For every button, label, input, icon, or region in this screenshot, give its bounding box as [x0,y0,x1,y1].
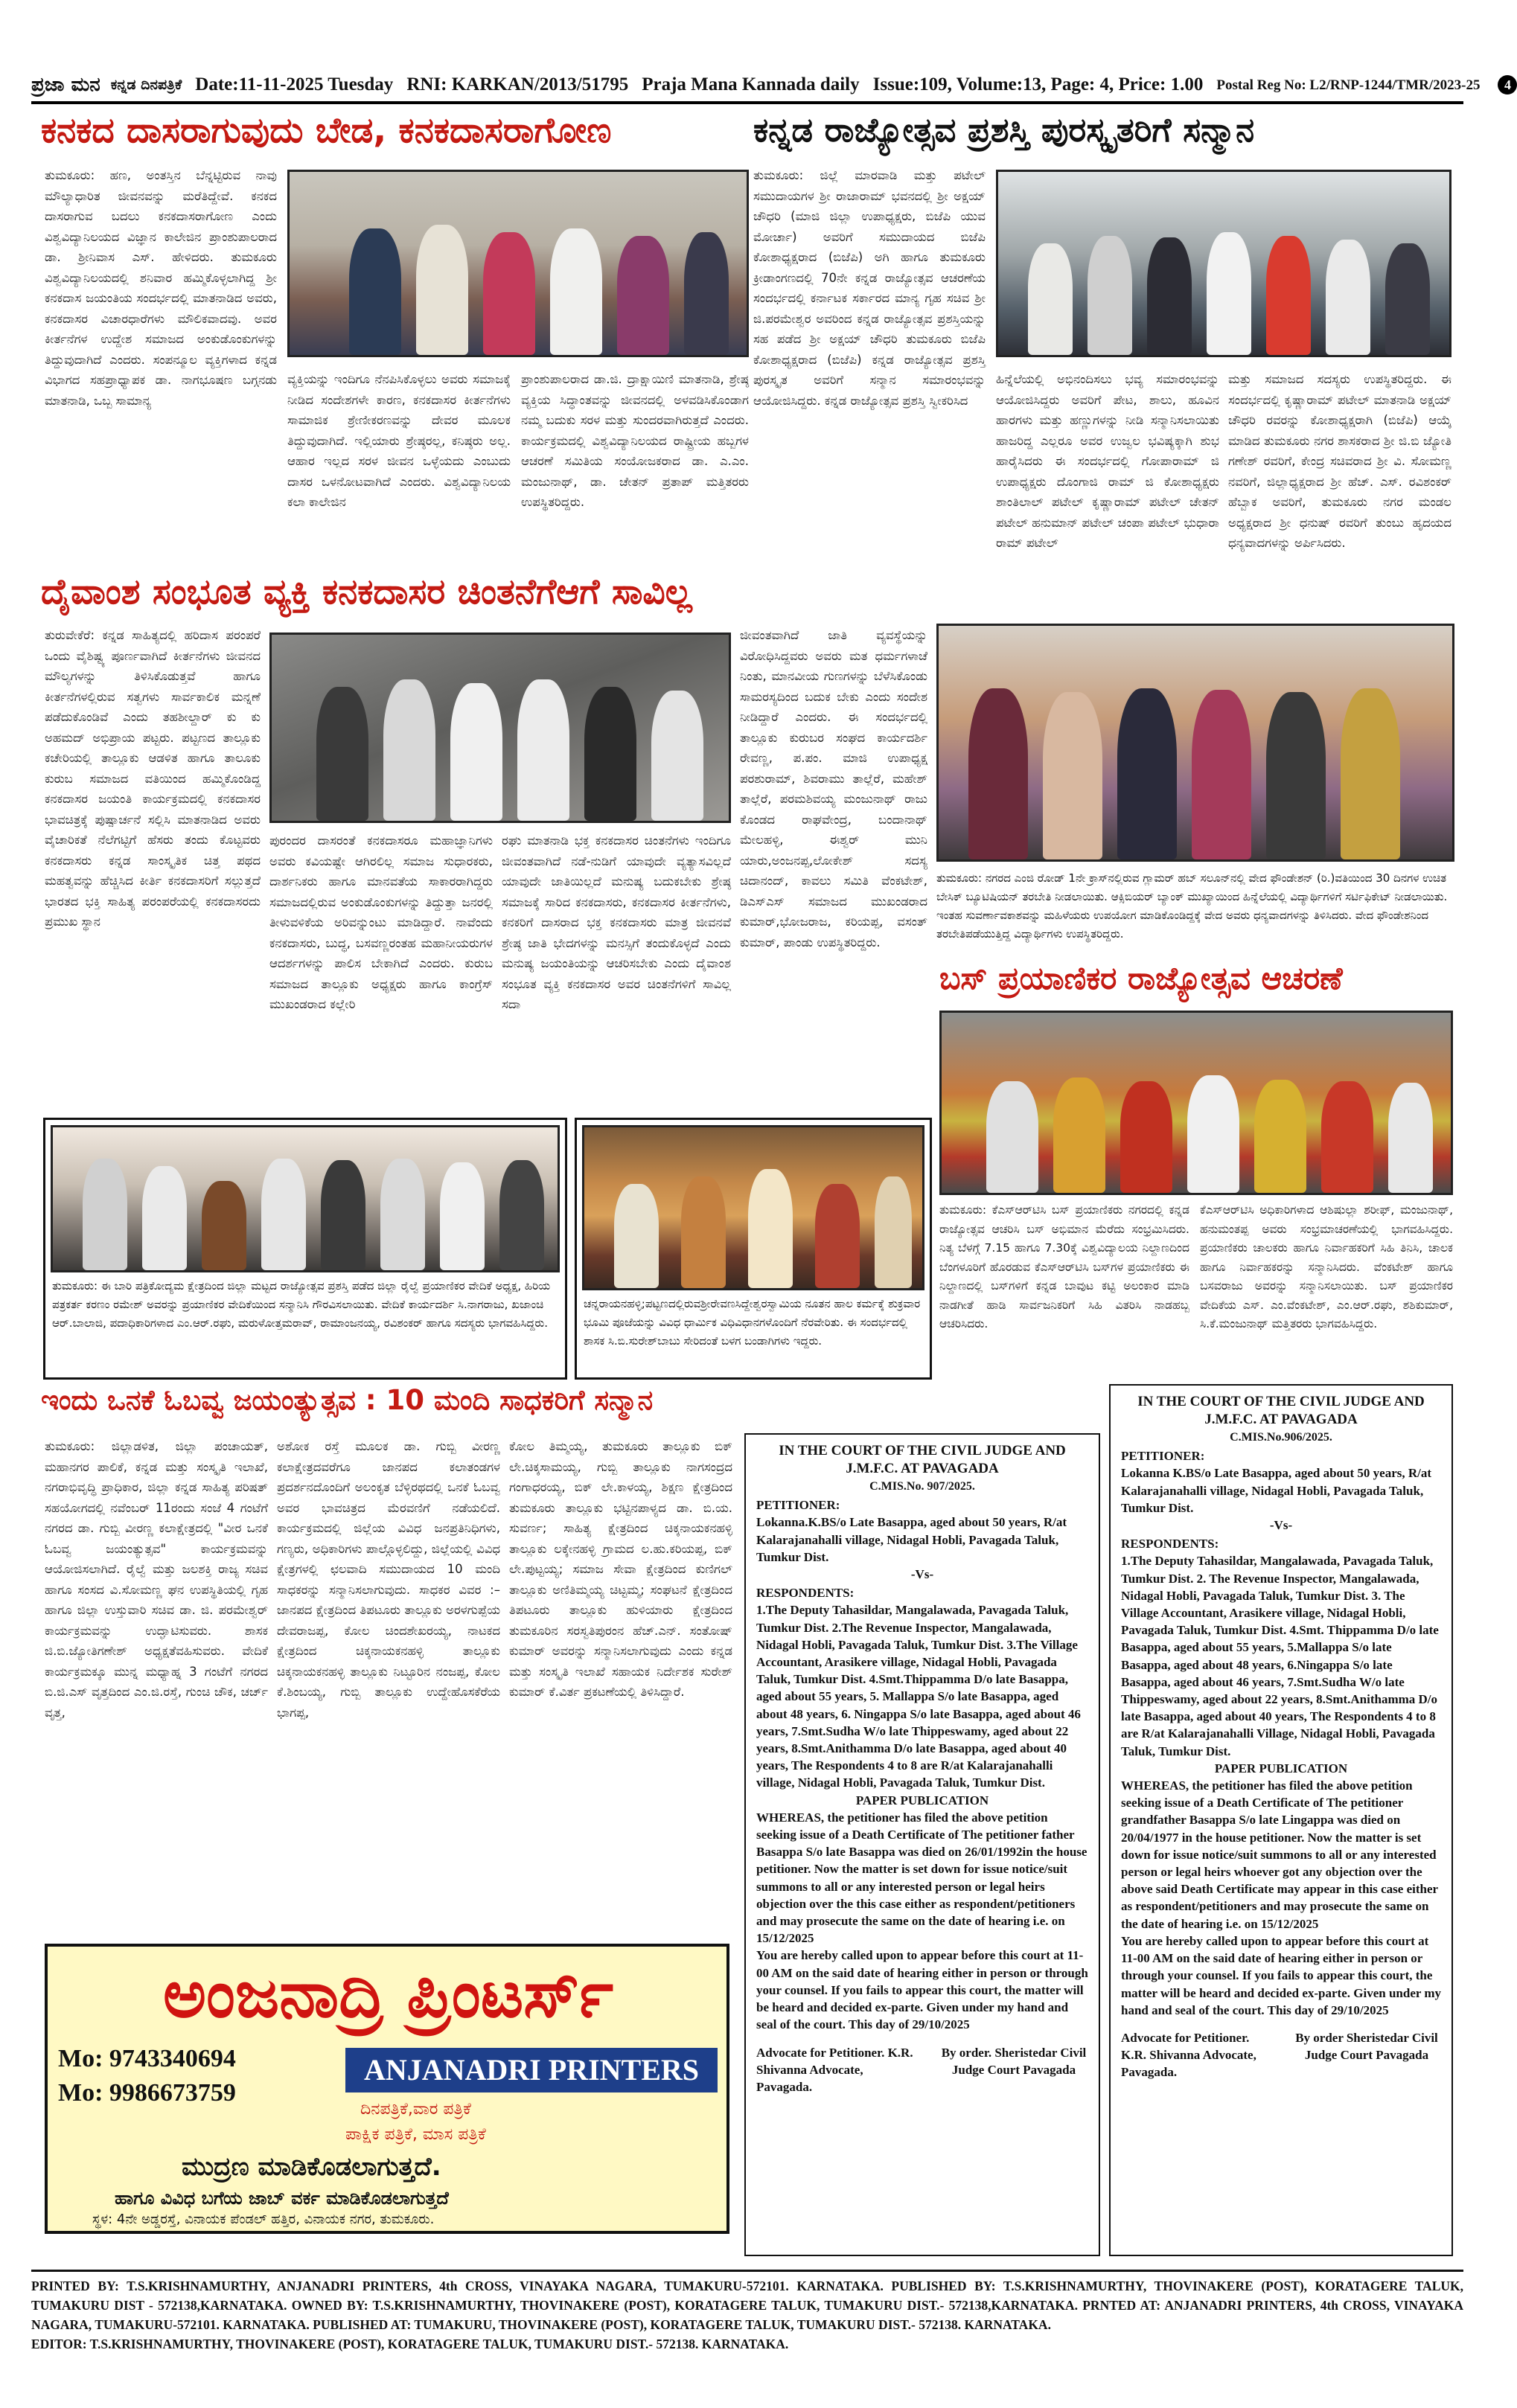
photo-person [316,687,368,821]
advert-mobile-1: Mo: 9743340694 [58,2045,236,2072]
headline-daivamsha: ದೈವಾಂಶ ಸಂಭೂತ ವ್ಯಕ್ತಿ ಕನಕದಾಸರ ಚಿಂತನೆಗೆಆಗೆ ಸಾವಿಲ್ಲ [41,571,692,612]
advert-address: ಸ್ಥಳ: 4ನೇ ಅಡ್ಡರಸ್ತೆ, ವಿನಾಯಕ ಪೆಂಡಲ್ ಹತ್ತಿರ, ವಿನಾಯಕ ನಗರ, ತುಮಕೂರು. [92,2212,435,2227]
article-bus-col1: ತುಮಕೂರು: ಕೆಎಸ್‌ಆರ್‌ಟಿಸಿ ಬಸ್ ಪ್ರಯಾಣಿಕರು ನಗರದಲ್ಲಿ ಕನ್ನಡ ರಾಜ್ಯೋತ್ಸವ ಆಚರಿಸಿ ಬಸ್ ಅಭಿಮಾನ ಮೆರೆದು ಸಂಭ್ರಮಿಸಿದರು. ನಿತ್ಯ ಬೆಳಗ್ಗೆ 7.15 ಹಾಗೂ 7.30ಕ್ಕೆ ವಿಶ್ವವಿದ್ಯಾಲಯ ನಿಲ್ದಾಣದಿಂದ ಬೆಂಗಳೂರಿಗೆ ಹೊರಡುವ ಕೆಎಸ್‌ಆರ್‌ಟಿಸಿ ಬಸ್‌ಗಳ ಪ್ರಯಾಣಿಕರು ಈ ನಿಲ್ದಾಣದಲ್ಲಿ ಬಸ್‌ಗಳಿಗೆ ಕನ್ನಡ ಬಾವುಟ ಕಟ್ಟಿ ಅಲಂಕಾರ ಮಾಡಿ ನಾಡಗೀತೆ ಹಾಡಿ ಸಾರ್ವಜನಿಕರಿಗೆ ಸಿಹಿ ವಿತರಿಸಿ ನಾಡಹಬ್ಬ ಆಚರಿಸಿದರು. [939,1203,1189,1331]
notice-respondents: 1.The Deputy Tahasildar, Mangalawada, Pavagada Taluk, Tumkur Dist. 2.The Revenue Inspector, Mangalawada, Nidagal Hobli, Pavagada Taluk, Tumkur Dist. 3.The Village Accountant, Arasikere village, Nidagal Hobli, Pavagada Taluk, Tumkur Dist. 4.Smt.Thippamma D/o late Basappa, aged about 55 years, 5. Mallappa S/o late Basappa, aged about 48 years, 6. Ningappa S/o late Basappa, aged about 46 years, 7.Smt.Sudha W/o late Thippeswamy, aged about 22 years, 8.Smt.Anithamma D/o late Basappa, aged about 40 years, The Respondents 4 to 8 are R/at Kalarajanahalli village, Nidagal Hobli, Pavagada Taluk, Tumkur Dist. [756,1603,1081,1790]
legal-notice-906 [1109,1384,1453,2256]
photo-person [321,1160,365,1270]
photo-person [815,1184,860,1288]
headline-rajyotsava-award: ಕನ್ನಡ ರಾಜ್ಯೋತ್ಸವ ಪ್ರಶಸ್ತಿ ಪುರಸ್ಕೃತರಿಗೆ ಸನ್ಮಾನ [753,110,1255,150]
photo-person [1187,1075,1239,1193]
notice-advocate: Advocate for Petitioner. K.R. Shivanna Advocate, Pavagada. [1121,2030,1256,2080]
caption-senior-journalist: ತುಮಕೂರು: ಈ ಬಾರಿ ಪತ್ರಿಕೋದ್ಯಮ ಕ್ಷೇತ್ರದಿಂದ ಜಿಲ್ಲಾ ಮಟ್ಟದ ರಾಜ್ಯೋತ್ಸವ ಪ್ರಶಸ್ತಿ ಪಡೆದ ಜಿಲ್ಲಾ ರೈಲ್ವೆ ಪ್ರಯಾಣಿಕರ ವೇದಿಕೆ ಅಧ್ಯಕ್ಷ, ಹಿರಿಯ ಪತ್ರಕರ್ತ ಕರಣಂ ರಮೇಶ್ ಅವರನ್ನು ಪ್ರಯಾಣಿಕರ ವೇದಿಕೆಯಿಂದ ಸನ್ಮಾನಿಸಿ ಗೌರವಿಸಲಾಯಿತು. ವೇದಿಕೆ ಕಾರ್ಯದರ್ಶಿ ಸಿ.ನಾಗರಾಜು, ಖಜಾಂಚಿ ಆರ್.ಬಾಲಾಜಿ, ಪದಾಧಿಕಾರಿಗಳಾದ ಎಂ.ಆರ್.ರಘು, ಮರುಳೋತ್ತಮರಾವ್, ರಾಮಾಂಜನಯ್ಯ, ರವಿಶಂಕರ್ ಹಾಗೂ ಸದಸ್ಯರು ಭಾಗವಹಿಸಿದ್ದರು. [52,1279,551,1330]
footer-imprint [31,2270,1463,2354]
advert-line-1: ದಿನಪತ್ರಿಕೆ,ವಾರ ಪತ್ರಿಕೆ [360,2100,471,2119]
photo-person [1117,688,1177,859]
headline-onake-obavva: ಇಂದು ಒನಕೆ ಓಬವ್ವ ಜಯಂತ್ಯುತ್ಸವ : 10 ಮಂದಿ ಸಾಧಕರಿಗೆ ಸನ್ಮಾನ [41,1384,654,1416]
notice-vs: -Vs- [910,1567,934,1582]
footer-imprint-text: PRINTED BY: T.S.KRISHNAMURTHY, ANJANADRI PRINTERS, 4th CROSS, VINAYAKA NAGARA, TUMAKURU-572101. KARNATAKA. PUBLISHED BY: T.S.KRISHNAMURTHY, THOVINAKERE (POST), KORATAGERE TALUK, TUMAKURU DIST - 572138,KARNATAKA. OWNED BY: T.S.KRISHNAMURTHY, THOVINAKERE (POST), KORATAGERE TALUK, TUMAKURU DIST.- 572138,KARNATAKA. PRNTED AT: ANJANADRI PRINTERS, 4th CROSS, VINAYAKA NAGARA, TUMAKURU-572101. KARNATAKA. PUBLISHED AT: TUMAKURU, THOVINAKERE (POST), KORATAGERE TALUK, TUMAKURU DIST.- 572138. KARNATAKA. [31,2279,1463,2332]
notice-advocate: Advocate for Petitioner. K.R. Shivanna Advocate, Pavagada. [756,2045,913,2094]
notice-petitioner-label: PETITIONER: [1121,1449,1205,1464]
photo-person [1053,1077,1105,1193]
notice-title: IN THE COURT OF THE CIVIL JUDGE AND J.M.F.C. AT PAVAGADA [779,1443,1066,1476]
notice-vs: -Vs- [1269,1518,1293,1533]
caption-bhoomi-puja: ಚನ್ನರಾಯನಹಳ್ಳಿ;ಪಟ್ಟಣದಲ್ಲಿರುವಶ್ರೀರೇವಣಸಿದ್ದೇಶ್ವರಸ್ವಾಮಿಯ ನೂತನ ಹಾಲ ಕರ್ಮಕ್ಕೆ ಶುಕ್ರವಾರ ಭೂಮಿ ಪೂಜೆಯನ್ನು ವಿವಿಧ ಧಾರ್ಮಿಕ ವಿಧಿವಿಧಾನಗಳೊಂದಿಗೆ ನೆರವೇರಿತು. ಈ ಸಂದರ್ಭದಲ್ಲಿ ಶಾಸಕ ಸಿ.ಬಿ.ಸುರೇಶ್‌ಬಾಬು ಸೇರಿದಂತೆ ಬಳಗ ಬಂಡಾಗಿಗಳು ಇದ್ದರು. [584,1297,921,1348]
legal-notice-907 [744,1433,1100,2256]
photo-person [383,679,435,821]
advert-name-en: ANJANADRI PRINTERS [345,2048,718,2092]
notice-respondents-label: RESPONDENTS: [756,1586,855,1601]
photo-person [584,687,636,821]
photo-senior-journalist [51,1125,560,1272]
photo-person [617,236,669,355]
photo-person [684,232,729,355]
notice-case-no: C.MIS.No.906/2025. [1230,1431,1332,1444]
photo-person [1388,1083,1433,1193]
notice-signatures [1121,2029,1441,2081]
photo-award-felicitation [996,170,1451,357]
masthead-date: Date:11-11-2025 Tuesday [195,74,394,95]
photo-person [1192,690,1251,859]
photo-person [440,1162,485,1270]
notice-petitioner: Lokanna.K.BS/o Late Basappa, aged about 50 years, R/at Kalarajanahalli village, Nidagal Hobli, Pavagada Taluk, Tumkur Dist. [756,1515,1067,1564]
photo-person [1043,692,1102,859]
photo-person [202,1181,246,1270]
article-bus-col2: ಕೆಎಸ್‌ಆರ್‌ಟಿಸಿ ಅಧಿಕಾರಿಗಳಾದ ಆಶಿಷುಲ್ಲಾ ಶರೀಫ್, ಮಂಜುನಾಥ್, ಹನುಮಂತಪ್ಪ ಅವರು ಸಂಭ್ರಮಾಚರಣೆಯಲ್ಲಿ ಭಾಗವಹಿಸಿದ್ದರು. ಪ್ರಯಾಣಿಕರು ಚಾಲಕರು ಹಾಗೂ ನಿರ್ವಾಹಕರಿಗೆ ಸಿಹಿ ತಿನಿಸಿ, ಚಾಲಕ ಹಾಗೂ ನಿರ್ವಾಹಕರನ್ನು ಸನ್ಮಾನಿಸಿದರು. ವೆಂಕಟೇಶ್ ಹಾಗೂ ಬಸವರಾಜು ಅವರನ್ನು ಸನ್ಮಾನಿಸಲಾಯಿತು. ಬಸ್ ಪ್ರಯಾಣಿಕರ ವೇದಿಕೆಯ ಎಸ್. ಎಂ.ವೆಂಕಟೇಶ್, ಎಂ.ಆರ್.ರಘು, ಶಶಿಕುಮಾರ್, ಸಿ.ಕೆ.ಮಂಜುನಾಥ್ ಮತ್ತಿತರರು ಭಾಗವಹಿಸಿದ್ದರು. [1200,1203,1453,1331]
photo-person [1120,1081,1172,1193]
photo-person [1326,240,1370,355]
article-award-col1: ತುಮಕೂರು: ಜಿಲ್ಲೆ ಮಾರವಾಡಿ ಮತ್ತು ಪಟೇಲ್ ಸಮುದಾಯಗಳ ಶ್ರೀ ರಾಜಾರಾಮ್ ಭವನದಲ್ಲಿ ಶ್ರೀ ಅಕ್ಷಯ್ ಚೌಧರಿ (ಮಾಜಿ ಜಿಲ್ಲಾ ಉಪಾಧ್ಯಕ್ಷರು, ಬಿಜೆಪಿ ಯುವ ಮೋರ್ಚಾ) ಅವರಿಗೆ ಸಮುದಾಯದ ಬಿಜೆಪಿ ಕೋಶಾಧ್ಯಕ್ಷರಾದ (ಬಿಜೆಪಿ) ಅಗಿ ಹಾಗೂ ತುಮಕೂರು ಕ್ರೀಡಾಂಗಣದಲ್ಲಿ 70ನೇ ಕನ್ನಡ ರಾಜ್ಯೋತ್ಸವ ಆಚರಣೆಯ ಸಂದರ್ಭದಲ್ಲಿ ಕರ್ನಾಟಕ ಸರ್ಕಾರದ ಮಾನ್ಯ ಗೃಹ ಸಚಿವ ಶ್ರೀ ಜಿ.ಪರಮೇಶ್ವರ ಅವರಿಂದ ಕನ್ನಡ ರಾಜ್ಯೋತ್ಸವ ಪ್ರಶಸ್ತಿಯನ್ನು ಸಹ ಪಡೆದ ಶ್ರೀ ಅಕ್ಷಯ್ ಚೌಧರಿ ತುಮಕೂರು ಬಿಜೆಪಿ ಕೋಶಾಧ್ಯಕ್ಷರಾದ (ಬಿಜೆಪಿ) ಕನ್ನಡ ರಾಜ್ಯೋತ್ಸವ ಪ್ರಶಸ್ತಿ ಪುರಸ್ಕೃತ ಅವರಿಗೆ ಸನ್ಮಾನ ಸಮಾರಂಭವನ್ನು ಆಯೋಜಿಸಿದ್ದರು. ಕನ್ನಡ ರಾಜ್ಯೋತ್ಸವ ಪ್ರಶಸ್ತಿ ಸ್ವೀಕರಿಸಿದ [753,168,986,408]
photo-person [968,688,1028,859]
postal-reg: Postal Reg No: L2/RNP-1244/TMR/2023-25 [1216,77,1481,93]
photo-person [450,683,502,821]
notice-body: WHEREAS, the petitioner has filed the above petition seeking issue of a Death Certificate of The petitioner father Basappa S/o late Basappa was died on 26/01/1992in the house petitioner. Now the matter is set down for issue notice/suit summons to all or any interested person or legal heirs objection over the this case either as respondent/petitioners and may prosecute the same on the date of hearing i.e. on 15/12/2025 [756,1810,1088,1946]
photo-person [1147,237,1192,355]
photo-person [517,679,569,821]
photo-person [1266,692,1326,859]
photo-person [1028,243,1073,355]
article-kanaka-col3: ಪ್ರಾಂಶುಪಾಲರಾದ ಡಾ.ಜಿ. ದ್ರಾಕ್ಷಾಯಿಣಿ ಮಾತನಾಡಿ, ಶ್ರೇಷ್ಠ ವ್ಯಕ್ತಿಯ ಸಿದ್ಧಾಂತವನ್ನು ಜೀವನದಲ್ಲಿ ಅಳವಡಿಸಿಕೊಂಡಾಗ ನಮ್ಮ ಬದುಕು ಸರಳ ಮತ್ತು ಸುಂದರವಾಗಿರುತ್ತದೆ ಎಂದರು. ಕಾರ್ಯಕ್ರಮದಲ್ಲಿ ವಿಶ್ವವಿದ್ಯಾನಿಲಯದ ರಾಷ್ಟ್ರೀಯ ಹಬ್ಬಗಳ ಆಚರಣೆ ಸಮಿತಿಯ ಸಂಯೋಜಕರಾದ ಡಾ. ಎ.ಎಂ. ಮಂಜುನಾಥ್, ಡಾ. ಚೇತನ್ ಪ್ರತಾಪ್ ಮತ್ತಿತರರು ಉಪಸ್ಥಿತರಿದ್ದರು. [521,372,749,509]
headline-kanaka-dasa: ಕನಕದ ದಾಸರಾಗುವುದು ಬೇಡ, ಕನಕದಾಸರಾಗೋಣ [41,110,612,151]
page-number-badge: 4 [1498,75,1517,95]
article-daivamsha-col1: ತುರುವೇಕೆರೆ: ಕನ್ನಡ ಸಾಹಿತ್ಯದಲ್ಲಿ ಹರಿದಾಸ ಪರಂಪರೆ ಒಂದು ವೈಶಿಷ್ಟ್ಯ ಪೂರ್ಣವಾಗಿದೆ ಕೀರ್ತನೆಗಳು ಜೀವನದ ಮೌಲ್ಯಗಳನ್ನು ತಿಳಿಸಿಕೊಡುತ್ತವೆ ಹಾಗೂ ಕೀರ್ತನೆಗಳಲ್ಲಿರುವ ಸತ್ವಗಳು ಸಾರ್ವಕಾಲಿಕ ಮನ್ನಣೆ ಪಡೆದುಕೊಂಡಿವೆ ಎಂದು ತಹಶೀಲ್ದಾರ್ ಕು ಕು ಅಹಮದ್ ಅಭಿಪ್ರಾಯ ಪಟ್ಟರು. ಪಟ್ಟಣದ ತಾಲ್ಲೂಕು ಕಚೇರಿಯಲ್ಲಿ ತಾಲ್ಲೂಕು ಆಡಳಿತ ಹಾಗೂ ತಾಲೂಕು ಕುರುಬ ಸಮಾಜದ ವತಿಯಿಂದ ಹಮ್ಮಿಕೊಂಡಿದ್ದ ಕನಕದಾಸರ ಜಯಂತಿ ಕಾರ್ಯಕ್ರಮದಲ್ಲಿ ಕನಕದಾಸರ ಭಾವಚಿತ್ರಕ್ಕೆ ಪುಷ್ಪಾರ್ಚನೆ ಸಲ್ಲಿಸಿ ಮಾತನಾಡಿದ ಅವರು ವೈಚಾರಿಕತೆ ನೆಲೆಗಟ್ಟಿಗೆ ಹೆಸರು ತಂದು ಕೊಟ್ಟವರು ಕನಕದಾಸರು ಕನ್ನಡ ಸಾಂಸ್ಕೃತಿಕ ಚಿತ್ತ ಪಥದ ಮಹತ್ವವನ್ನು ಹೆಚ್ಚಿಸಿದ ಕೀರ್ತಿ ಕನಕದಾಸರಿಗೆ ಸಲ್ಲುತ್ತದೆ ಭಾರತದ ಭಕ್ತಿ ಸಾಹಿತ್ಯ ಪರಂಪರೆಯಲ್ಲಿ ಕನಕದಾಸರದು ಪ್ರಮುಖ ಸ್ಥಾನ [45,628,261,929]
photo-person [83,1159,127,1270]
photo-person [614,1184,659,1288]
masthead-tagline: ಕನ್ನಡ ದಿನಪತ್ರಿಕೆ [110,77,182,93]
photo-kanaka-jayanti [287,170,749,357]
photo-bus-celebration [939,1011,1453,1195]
article-award-col3: ಮತ್ತು ಸಮಾಜದ ಸದಸ್ಯರು ಉಪಸ್ಥಿತರಿದ್ದರು. ಈ ಸಂದರ್ಭದಲ್ಲಿ ಕೃಷ್ಣಾರಾಮ್ ಪಟೇಲ್ ಮಾತನಾಡಿ ಅಕ್ಷಯ್ ಚೌಧರಿ ರವರನ್ನು ಕೋಶಾಧ್ಯಕ್ಷರಾಗಿ (ಬಿಜೆಪಿ) ಆಯ್ಕೆ ಮಾಡಿದ ತುಮಕೂರು ನಗರ ಶಾಸಕರಾದ ಶ್ರೀ ಜಿ.ಬಿ ಜ್ಯೋತಿ ಗಣೇಶ್ ರವರಿಗೆ, ಕೇಂದ್ರ ಸಚಿವರಾದ ಶ್ರೀ ವಿ. ಸೋಮಣ್ಣ ನವರಿಗೆ, ಜಿಲ್ಲಾಧ್ಯಕ್ಷರಾದ ಶ್ರೀ ಹೆಚ್. ಎಸ್. ರವಿಶಂಕರ್ ಹೆಬ್ಬಾಕ ಅವರಿಗೆ, ತುಮಕೂರು ನಗರ ಮಂಡಲ ಅಧ್ಯಕ್ಷರಾದ ಶ್ರೀ ಧನುಷ್ ರವರಿಗೆ ತುಂಬು ಹೃದಯದ ಧನ್ಯವಾದಗಳನ್ನು ಅರ್ಪಿಸಿದರು. [1228,372,1451,550]
photo-person [1254,1080,1306,1193]
notice-body: WHEREAS, the petitioner has filed the above petition seeking issue of a Death Certificate of The petitioner grandfather Basappa S/o late Lingappa was died on 20/04/1977 in the house petitioner. Now the matter is set down for issue notice/suit summons to all or any interested person or legal heirs whoever got any objection over the above said Death Certificate may appear in this case either as respondent/petitioners and may prosecute the same on the date of hearing i.e. on 15/12/2025 [1121,1778,1438,1931]
advert-line-4: ಹಾಗೂ ವಿವಿಧ ಬಗೆಯ ಜಾಬ್ ವರ್ಕ ಮಾಡಿಕೊಡಲಾಗುತ್ತದೆ [115,2188,449,2209]
caption-beautician-training: ತುಮಕೂರು: ನಗರದ ಎಂಜಿ ರೋಡ್ 1ನೇ ಕ್ರಾಸ್‌ನಲ್ಲಿರುವ ಗ್ಲಾಮರ್ ಹಬ್ ಸಲೂನ್‌ನಲ್ಲಿ ವೇದ ಫೌಂಡೇಶನ್ (ರಿ.)ವತಿಯಿಂದ 30 ದಿನಗಳ ಉಚಿತ ಬೇಸಿಕ್ ಬ್ಯೂಟಿಷಿಯನ್ ತರಬೇತಿ ನೀಡಲಾಯಿತು. ಆಕ್ಸಿಬಿಯರ್ ಬ್ಯಾಂಕ್ ಮುಖ್ಯಾಯಿಂದ ಹಿನ್ನೆಲೆಯಲ್ಲಿ ವಿದ್ಯಾರ್ಥಿಗಳಿಗೆ ಸರ್ಟಿಫಿಕೇಟ್ ನೀಡಲಾಯಿತು. ಇಂತಹ ಸುವರ್ಣಾವಕಾಶವನ್ನು ಮಹಿಳೆಯರು ಉಪಯೋಗ ಮಾಡಿಕೊಂಡಿದ್ದಕ್ಕೆ ವೇದ ಅವರು ಧನ್ಯವಾದಗಳನ್ನು ತಿಳಿಸಿದರು. ವೇದ ಫೌಂಡೇಶನಿಂದ ತರಬೇತಿಪಡೆಯುತ್ತಿದ್ದ ವಿದ್ಯಾರ್ಥಿಗಳು ಉಪಸ್ಥಿತರಿದ್ದರು. [936,871,1448,941]
photo-person [681,1176,726,1288]
photo-person [1266,236,1311,355]
photo-person [1385,243,1430,355]
advert-anjanadri-printers [45,1944,729,2234]
photo-person [1088,236,1132,355]
photo-person [380,1159,425,1270]
notice-title: IN THE COURT OF THE CIVIL JUDGE AND J.M.F.C. AT PAVAGADA [1137,1394,1425,1427]
photo-person [349,228,401,355]
photo-person [651,691,703,821]
notice-called: You are hereby called upon to appear before this court at 11-00 AM on the said date of hearing either in person or through your counsel. If you fails to appear this court, the matter will be heard and decided ex-parte. Given under my hand and seal of the court. This day of 29/10/2025 [756,1948,1088,2032]
advert-name-kn: ಅಂಜನಾದ್ರಿ ಪ್ರಿಂಟರ್ಸ್ [162,1956,613,2032]
masthead-postal [1216,75,1517,95]
notice-called: You are hereby called upon to appear before this court at 11-00 AM on the said date of hearing either in person or through your counsel. If you fails to appear this court, the matter will be heard and decided ex-parte. Given under my hand and seal of the court. This day of 29/10/2025 [1121,1933,1442,2017]
article-daivamsha-col4: ಜೀವಂತವಾಗಿದೆ ಜಾತಿ ವ್ಯವಸ್ಥೆಯನ್ನು ವಿರೋಧಿಸಿದ್ದವರು ಅವರು ಮತ ಧರ್ಮಗಳಾಚೆ ನಿಂತು, ಮಾನವೀಯ ಗುಣಗಳನ್ನು ಬೆಳೆಸಿಕೊಂಡು ಸಾಮರಸ್ಯದಿಂದ ಬದುಕ ಬೇಕು ಎಂದು ಸಂದೇಶ ನೀಡಿದ್ದಾರೆ ಎಂದರು. ಈ ಸಂದರ್ಭದಲ್ಲಿ ತಾಲ್ಲೂಕು ಕುರುಬರ ಸಂಘದ ಕಾರ್ಯದರ್ಶಿ ರೇವಣ್ಣ, ಪ.ಪಂ. ಮಾಜಿ ಉಪಾಧ್ಯಕ್ಷ ಪರಶುರಾಮ್, ಶಿವರಾಮು ತಾಲ್ಲೆರೆ, ಮಹೇಶ್ ತಾಲ್ಲೆರೆ, ಪರಮಶಿವಯ್ಯ ಮಂಜುನಾಥ್ ರಾಜು ಕೊಂಡದ ರಾಘವೇಂದ್ರ, ಬಂದಾನಾಥ್ ಮೇಲಹಳ್ಳಿ, ಈಶ್ವರ್ ಮುನಿ ಯಾರು,ಅಂಜನಪ್ಪ,ಲೋಕೇಶ್ ಸದಸ್ಯ ಚಿದಾನಂದ್, ಕಾವಲು ಸಮಿತಿ ವೆಂಕಟೇಶ್, ಡಿಎಸ್‌ಎಸ್ ಸಮಾಜದ ಮುಖಂಡರಾದ ಕುಮಾರ್,ಭೋಜರಾಜ, ಕರಿಯಪ್ಪ, ವಸಂತ್ ಕುಮಾರ್, ಪಾಂಡು ಉಪಸ್ಥಿತರಿದ್ದರು. [740,628,927,950]
masthead-issue: Issue:109, Volume:13, Page: 4, Price: 1.00 [872,74,1204,95]
advert-line-3: ಮುದ್ರಣ ಮಾಡಿಕೊಡಲಾಗುತ್ತದೆ. [182,2152,441,2182]
article-obavva-col1: ತುಮಕೂರು: ಜಿಲ್ಲಾಡಳಿತ, ಜಿಲ್ಲಾ ಪಂಚಾಯತ್, ಮಹಾನಗರ ಪಾಲಿಕೆ, ಕನ್ನಡ ಮತ್ತು ಸಂಸ್ಕೃತಿ ಇಲಾಖೆ, ನಗರಾಭಿವೃದ್ಧಿ ಪ್ರಾಧಿಕಾರ, ಜಿಲ್ಲಾ ಕನ್ನಡ ಸಾಹಿತ್ಯ ಪರಿಷತ್ ಸಹಯೋಗದಲ್ಲಿ ನವೆಂಬರ್ 11ರಂದು ಸಂಜೆ 4 ಗಂಟೆಗೆ ನಗರದ ಡಾ. ಗುಬ್ಬಿ ವೀರಣ್ಣ ಕಲಾಕ್ಷೇತ್ರದಲ್ಲಿ "ವೀರ ಒನಕೆ ಓಬವ್ವ ಜಯಂತ್ಯುತ್ಸವ" ಕಾರ್ಯಕ್ರಮವನ್ನು ಆಯೋಜಿಸಲಾಗಿದೆ. ರೈಲ್ವೆ ಮತ್ತು ಜಲಶಕ್ತಿ ರಾಜ್ಯ ಸಚಿವ ಹಾಗೂ ಸಂಸದ ವಿ.ಸೋಮಣ್ಣ ಘನ ಉಪಸ್ಥಿತಿಯಲ್ಲಿ ಗೃಹ ಹಾಗೂ ಜಿಲ್ಲಾ ಉಸ್ತುವಾರಿ ಸಚಿವ ಡಾ. ಜಿ. ಪರಮೇಶ್ವರ್ ಕಾರ್ಯಕ್ರಮವನ್ನು ಉದ್ಘಾಟಿಸುವರು. ಶಾಸಕ ಜಿ.ಬಿ.ಜ್ಯೋತಿಗಣೇಶ್ ಅಧ್ಯಕ್ಷತೆವಹಿಸುವರು. ವೇದಿಕೆ ಕಾರ್ಯಕ್ರಮಕ್ಕೂ ಮುನ್ನ ಮಧ್ಯಾಹ್ನ 3 ಗಂಟೆಗೆ ನಗರದ ಬಿ.ಜಿ.ಎಸ್ ವೃತ್ತದಿಂದ ಎಂ.ಜಿ.ರಸ್ತೆ, ಗುಂಚಿ ಚೌಕ, ಚರ್ಚ್ ವೃತ್ತ, [45,1439,268,1720]
article-award-col2: ಹಿನ್ನೆಲೆಯಲ್ಲಿ ಅಭಿನಂದಿಸಲು ಭವ್ಯ ಸಮಾರಂಭವನ್ನು ಆಯೋಜಿಸಿದ್ದರು ಅವರಿಗೆ ಪೇಟ, ಶಾಲು, ಹೂವಿನ ಹಾರಗಳು ಮತ್ತು ಹಣ್ಣುಗಳನ್ನು ನೀಡಿ ಸನ್ಮಾನಿಸಲಾಯಿತು ಹಾಜರಿದ್ದ ಎಲ್ಲರೂ ಅವರ ಉಜ್ವಲ ಭವಿಷ್ಯಕ್ಕಾಗಿ ಶುಭ ಹಾರೈಸಿದರು ಈ ಸಂದರ್ಭದಲ್ಲಿ ಗೋಪಾರಾಮ್ ಜಿ ಉಪಾಧ್ಯಕ್ಷರು ದೊಂಗಾಜಿ ರಾಮ್ ಜಿ ಕೋಶಾಧ್ಯಕ್ಷರು ಶಾಂತಿಲಾಲ್ ಪಟೇಲ್ ಕೃಷ್ಣಾರಾಮ್ ಪಟೇಲ್ ಚೇತನ್ ಪಟೇಲ್ ಹನುಮಾನ್ ಪಟೇಲ್ ಚಂಪಾ ಪಟೇಲ್ ಭುಧಾರಾ ರಾಮ್ ಪಟೇಲ್ [996,372,1219,550]
masthead-rni: RNI: KARKAN/2013/51795 [406,74,629,95]
article-daivamsha-col3: ರಘು ಮಾತನಾಡಿ ಭಕ್ತ ಕನಕದಾಸರ ಚಿಂತನೆಗಳು ಇಂದಿಗೂ ಜೀವಂತವಾಗಿದೆ ನಡೆ-ನುಡಿಗೆ ಯಾವುದೇ ವ್ಯತ್ಯಾಸವಿಲ್ಲದೆ ಯಾವುದೇ ಜಾತಿಯಿಲ್ಲದೆ ಮನುಷ್ಯ ಬದುಕಬೇಕು ಶ್ರೇಷ್ಠ ಸಮಾಜಕ್ಕೆ ಸಾರಿದ ಕನಕದಾಸರು, ಕನಕದಾಸರ ಕೀರ್ತನೆಗಳು, ಕನಕರಿಗೆ ದಾಸರಾದ ಭಕ್ತ ಕನಕದಾಸರು ಮಾತ್ರ ಜೀವನವೆ ಶ್ರೇಷ್ಠ ಜಾತಿ ಭೇದಗಳನ್ನು ಮನಸ್ಸಿಗೆ ತಂದುಕೊಳ್ಳದೆ ಎಂದು ಮನುಷ್ಯ ಜಯಂತಿಯನ್ನು ಆಚರಿಸಬೇಕು ಎಂದು ದೈವಾಂಶ ಸಂಭೂತ ವ್ಯಕ್ತಿ ಕನಕದಾಸರ ಅವರ ಚಿಂತನೆಗಳಿಗೆ ಸಾವಿಲ್ಲ ಸದಾ [502,833,731,1011]
footer-editor: EDITOR: T.S.KRISHNAMURTHY, THOVINAKERE (POST), KORATAGERE TALUK, TUMAKURU DIST.- 572138. KARNATAKA. [31,2337,789,2351]
photo-person [1207,232,1251,355]
notice-petitioner-label: PETITIONER: [756,1498,840,1513]
notice-case-no: C.MIS.No. 907/2025. [869,1480,975,1493]
notice-order: By order Sheristedar Civil Judge Court Pavagada [1295,2030,1438,2063]
photo-person [483,232,535,355]
notice-respondents-label: RESPONDENTS: [1121,1537,1219,1552]
headline-bus-passengers: ಬಸ್ ಪ್ರಯಾಣಿಕರ ರಾಜ್ಯೋತ್ಸವ ಆಚರಣೆ [939,960,1343,996]
photo-person [499,1160,544,1270]
masthead [31,68,1511,104]
photo-kanaka-tribute [269,633,731,823]
article-kanaka-col2: ವ್ಯಕ್ತಿಯನ್ನು ಇಂದಿಗೂ ನೆನಪಿಸಿಕೊಳ್ಳಲು ಅವರು ಸಮಾಜಕ್ಕೆ ನೀಡಿದ ಸಂದೇಶಗಳೇ ಕಾರಣ, ಕನಕದಾಸರ ಕೀರ್ತನೆಗಳು ಸಾಮಾಜಿಕ ಶ್ರೇಣೀಕರಣವನ್ನು ದೇವರ ಮೂಲಕ ತಿದ್ದುವುದಾಗಿದೆ. ಇಲ್ಲಿಯಾರು ಶ್ರೇಷ್ಠರಲ್ಲ, ಕನಿಷ್ಠರು ಅಲ್ಲ. ಆಹಾರ ಇಲ್ಲದ ಸರಳ ಜೀವನ ಒಳ್ಳೆಯದು ಎಂಬುದು ದಾಸರ ಒಳನೋಟವಾಗಿದೆ ಎಂದರು. ವಿಶ್ವವಿದ್ಯಾನಿಲಯ ಕಲಾ ಕಾಲೇಜಿನ [287,372,511,509]
photo-person [875,1176,912,1288]
notice-order: By order. Sheristedar Civil Judge Court Pavagada [941,2045,1087,2077]
photo-person [261,1159,306,1270]
photo-person [1341,688,1400,859]
photo-bhoomi-puja [582,1125,924,1290]
notice-signatures [756,2044,1088,2096]
photo-person [416,225,468,355]
notice-petitioner: Lokanna K.BS/o Late Basappa, aged about 50 years, R/at Kalarajanahalli village, Nidagal Hobli, Pavagada Taluk, Tumkur Dist. [1121,1466,1432,1515]
photo-person [550,228,602,355]
article-obavva-col2: ಅಶೋಕ ರಸ್ತೆ ಮೂಲಕ ಡಾ. ಗುಬ್ಬಿ ವೀರಣ್ಣ ಕಲಾಕ್ಷೇತ್ರದವರೆಗೂ ಜಾನಪದ ಕಲಾತಂಡಗಳ ಪ್ರದರ್ಶನದೊಂದಿಗೆ ಅಲಂಕೃತ ಬೆಳ್ಳಿರಥದಲ್ಲಿ ಒನಕೆ ಓಬವ್ವ ಅವರ ಭಾವಚಿತ್ರದ ಮೆರವಣಿಗೆ ನಡೆಯಲಿದೆ. ಕಾರ್ಯಕ್ರಮದಲ್ಲಿ ಜಿಲ್ಲೆಯ ವಿವಿಧ ಜನಪ್ರತಿನಿಧಿಗಳು, ಗಣ್ಯರು, ಅಧಿಕಾರಿಗಳು ಪಾಲ್ಗೊಳ್ಳಲಿದ್ದು, ಜಿಲ್ಲೆಯಲ್ಲಿ ವಿವಿಧ ಕ್ಷೇತ್ರಗಳಲ್ಲಿ ಛಲವಾದಿ ಸಮುದಾಯದ 10 ಮಂದಿ ಸಾಧಕರನ್ನು ಸನ್ಮಾನಿಸಲಾಗುವುದು. ಸಾಧಕರ ವಿವರ :– ಜಾನಪದ ಕ್ಷೇತ್ರದಿಂದ ತಿಪಟೂರು ತಾಲ್ಲೂಕು ಅರಳಗುಪ್ಪೆಯ ದೇವರಾಜಪ್ಪ, ಕೋಲ ಚಿಂದಶೇಖರಯ್ಯ, ನಾಟಕದ ಕ್ಷೇತ್ರದಿಂದ ಚಿಕ್ಕನಾಯಕನಹಳ್ಳಿ ತಾಲ್ಲೂಕು ಚಿಕ್ಕನಾಯಕನಹಳ್ಳಿ ತಾಲ್ಲೂಕು ನಿಟ್ಟೂರಿನ ನಂಜಪ್ಪ, ಕೋಲ ಕೆ.ಶಿಂಬಯ್ಯ, ಗುಬ್ಬಿ ತಾಲ್ಲೂಕು ಉದ್ದೇಹೊಸಕೆರೆಯ ಭಾಗಪ್ಪ, [277,1439,500,1720]
photo-person [986,1081,1038,1193]
advert-mobile-2: Mo: 9986673759 [58,2079,236,2107]
photo-beautician-training [936,624,1454,862]
newspaper-logo: ಪ್ರಜಾ ಮನ [31,73,100,96]
article-obavva-col3: ಕೋಲ ತಿಮ್ಮಯ್ಯ, ತುಮಕೂರು ತಾಲ್ಲೂಕು ಬಿಕ್ ಲೇ.ಚಿಕ್ಕಸಾಮಯ್ಯ, ಗುಬ್ಬಿ ತಾಲ್ಲೂಕು ನಾಗಸಂದ್ರದ ಗಂಗಾಧರಯ್ಯ, ಬಿಕ್ ಲೇ.ಕಾಳಯ್ಯ, ಶಿಕ್ಷಣ ಕ್ಷೇತ್ರದಿಂದ ತುಮಕೂರು ತಾಲ್ಲೂಕು ಭಟ್ಟಿನಪಾಳ್ಯದ ಡಾ. ಬಿ.ಯ. ಸುವರ್ಣ; ಸಾಹಿತ್ಯ ಕ್ಷೇತ್ರದಿಂದ ಚಿಕ್ಕನಾಯಕನಹಳ್ಳಿ ತಾಲ್ಲೂಕು ಲಕ್ಕೇನಹಳ್ಳಿ ಗ್ರಾಮದ ಲ.ಹು.ಕರಿಯಪ್ಪ, ಬಿಕ್ ಲೇ.ಪುಟ್ಟಯ್ಯ; ಸಮಾಜ ಸೇವಾ ಕ್ಷೇತ್ರದಿಂದ ಕುಣಿಗಲ್ ತಾಲ್ಲೂಕು ಅಣಿತಿಮ್ಮಯ್ಯ ಚಿಟ್ಟಮ್ಮ; ಸಂಘಟನೆ ಕ್ಷೇತ್ರದಿಂದ ತಿಪಟೂರು ತಾಲ್ಲೂಕು ಹುಳಿಯಾರು ಕ್ಷೇತ್ರದಿಂದ ತುಮಕೂರಿನ ಸರಸ್ವತಿಪುರಂನ ಹೆಚ್.ಎನ್. ಸಂತೋಷ್ ಕುಮಾರ್ ಅವರನ್ನು ಸನ್ಮಾನಿಸಲಾಗುವುದು ಎಂದು ಕನ್ನಡ ಮತ್ತು ಸಂಸ್ಕೃತಿ ಇಲಾಖೆ ಸಹಾಯಕ ನಿರ್ದೇಶಕ ಸುರೇಶ್ ಕುಮಾರ್ ಕೆ.ವಿರ್ತ ಪ್ರಕಟಣೆಯಲ್ಲಿ ತಿಳಿಸಿದ್ದಾರೆ. [509,1439,732,1699]
notice-respondents: 1.The Deputy Tahasildar, Mangalawada, Pavagada Taluk, Tumkur Dist. 2. The Revenue Inspector, Mangalawada, Nidagal Hobli, Pavagada Taluk, Tumkur Dist. 3. The Village Accountant, Arasikere village, Nidagal Hobli, Pavagada Taluk, Tumkur Dist. 4.Smt. Thippamma D/o late Basappa, aged about 55 years, 5.Mallappa S/o late Basappa, aged about 48 years, 6.Ningappa S/o late Basappa, aged about 46 years, 7.Smt.Sudha W/o late Thippeswamy, aged about 22 years, 8.Smt.Anithamma D/o late Basappa, aged about 40 years, The Respondents 4 to 8 are R/at Kalarajanahalli Village, Nidagal Hobli, Pavagada Taluk, Tumkur Dist. [1121,1554,1439,1758]
article-daivamsha-col2: ಪುರಂದರ ದಾಸರಂತೆ ಕನಕದಾಸರೂ ಮಹಾಜ್ಞಾನಿಗಳು ಅವರು ಕವಿಯಷ್ಟೇ ಆಗಿರಲಿಲ್ಲ ಸಮಾಜ ಸುಧಾರಕರು, ದಾರ್ಶನಿಕರು ಹಾಗೂ ಮಾನವತೆಯ ಸಾಕಾರರಾಗಿದ್ದರು ಸಮಾಜದಲ್ಲಿರುವ ಅಂಕುಡೊಂಕುಗಳನ್ನು ತಿದ್ದುತ್ತಾ ಜನರಲ್ಲಿ ತೀಳುವಳಿಕೆಯ ಅರಿವನ್ನುಂಟು ಮಾಡಿದ್ದಾರೆ. ನಾವೆಂದು ಕನಕದಾಸರು, ಬುದ್ಧ, ಬಸವಣ್ಣರಂತಹ ಮಹಾನೀಯರುಗಳ ಆದರ್ಶಗಳನ್ನು ಪಾಲಿಸ ಬೇಕಾಗಿದೆ ಎಂದರು. ಕುರುಬ ಸಮಾಜದ ತಾಲ್ಲೂಕು ಅಧ್ಯಕ್ಷರು ಹಾಗೂ ಕಾಂಗ್ರೆಸ್ ಮುಖಂಡರಾದ ಕಲ್ಲೇರಿ [269,833,493,1011]
photo-person [142,1166,187,1270]
notice-pub-label: PAPER PUBLICATION [855,1793,989,1807]
photo-person [748,1169,793,1288]
notice-pub-label: PAPER PUBLICATION [1214,1761,1348,1775]
advert-line-2: ಪಾಕ್ಷಿಕ ಪತ್ರಿಕೆ, ಮಾಸ ಪತ್ರಿಕೆ [345,2125,486,2144]
masthead-name-en: Praja Mana Kannada daily [642,74,860,95]
photo-person [1321,1081,1373,1193]
article-kanaka-col1: ತುಮಕೂರು: ಹಣ, ಅಂತಸ್ತಿನ ಬೆನ್ನಟ್ಟಿರುವ ನಾವು ಮೌಲ್ಯಾಧಾರಿತ ಜೀವನವನ್ನು ಮರೆತಿದ್ದೇವೆ. ಕನಕದ ದಾಸರಾಗುವ ಬದಲು ಕನಕದಾಸರಾಗೋಣ ಎಂದು ವಿಶ್ವವಿದ್ಯಾನಿಲಯದ ವಿಜ್ಞಾನ ಕಾಲೇಜಿನ ಪ್ರಾಂಶುಪಾಲರಾದ ಡಾ. ಶ್ರೀನಿವಾಸ ಎಸ್. ಹೇಳಿದರು. ತುಮಕೂರು ವಿಶ್ವವಿದ್ಯಾನಿಲಯದಲ್ಲಿ ಶನಿವಾರ ಹಮ್ಮಿಕೊಳ್ಳಲಾಗಿದ್ದ ಶ್ರೀ ಕನಕದಾಸ ಜಯಂತಿಯ ಸಂದರ್ಭದಲ್ಲಿ ಮಾತನಾಡಿದ ಅವರು, ಕನಕದಾಸರ ವಿಚಾರಧಾರೆಗಳು ಮೌಲಿಕವಾದವು. ಅವರ ಕೀರ್ತನೆಗಳ ಉದ್ದೇಶ ಸಮಾಜದ ಅಂಕುಡೊಂಕುಗಳನ್ನು ತಿದ್ದುವುದಾಗಿದೆ ಎಂದರು. ಸಂಪನ್ಮೂಲ ವ್ಯಕ್ತಿಗಳಾದ ಕನ್ನಡ ವಿಭಾಗದ ಸಹಪ್ರಾಧ್ಯಾಪಕ ಡಾ. ನಾಗಭೂಷಣ ಬಗ್ಗನಡು ಮಾತನಾಡಿ, ಒಬ್ಬ ಸಾಮಾನ್ಯ [45,168,277,408]
